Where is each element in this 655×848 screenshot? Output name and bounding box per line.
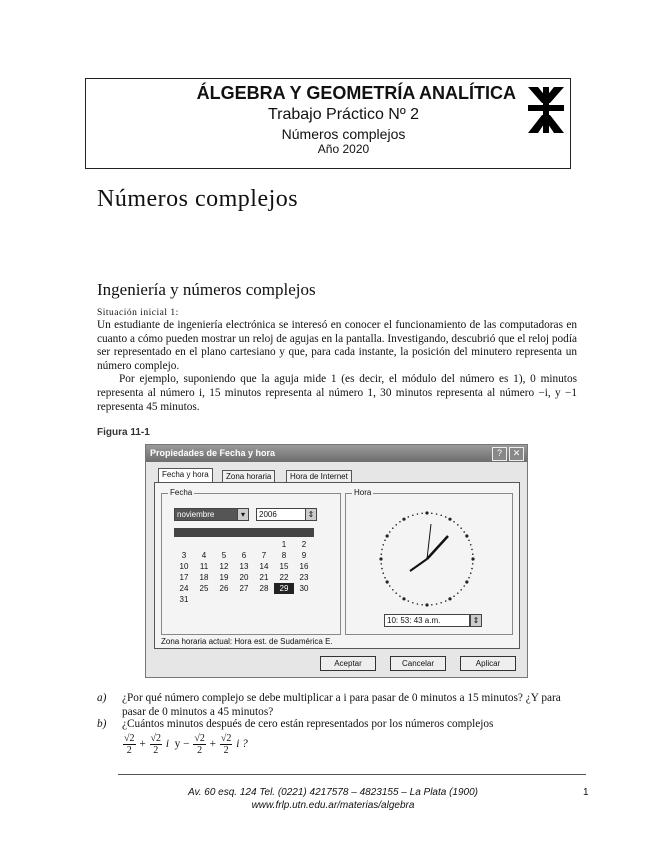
clock-tick <box>431 512 433 514</box>
calendar-day[interactable]: 9 <box>301 551 307 560</box>
clock-tick <box>440 602 442 604</box>
year-input[interactable]: 2006 <box>256 508 306 521</box>
date-group-label: Fecha <box>170 488 193 497</box>
calendar-day <box>214 594 234 605</box>
calendar-week-row <box>174 594 314 605</box>
clock-tick <box>470 572 472 574</box>
tab-internet-time[interactable]: Hora de Internet <box>286 470 352 483</box>
clock-tick <box>380 553 382 555</box>
calendar-day[interactable]: 23 <box>299 573 309 582</box>
clock-tick <box>379 557 382 560</box>
calendar-grid <box>174 528 314 605</box>
intro-text <box>97 319 577 414</box>
calendar-day[interactable]: 21 <box>259 573 269 582</box>
fraction: $\frac{√2}{2}$ <box>194 733 205 756</box>
footer-divider <box>118 774 586 775</box>
clock-tick <box>382 544 384 546</box>
clock-tick <box>412 514 414 516</box>
calendar-day <box>254 594 274 605</box>
clock-tick <box>457 524 459 526</box>
tab-timezone[interactable]: Zona horaria <box>222 470 275 483</box>
calendar-day[interactable]: 17 <box>179 573 189 582</box>
clock-tick <box>472 563 474 565</box>
clock-tick <box>425 511 428 514</box>
clock-tick <box>425 603 428 606</box>
hour-hand <box>427 536 448 559</box>
clock-tick <box>460 527 462 529</box>
clock-tick <box>457 592 459 594</box>
calendar-day <box>254 539 274 550</box>
calendar-day[interactable]: 11 <box>199 562 209 571</box>
clock-tick <box>417 603 419 605</box>
calendar-week-row <box>174 583 314 594</box>
minute-hand <box>410 559 427 571</box>
clock-tick <box>448 597 451 600</box>
clock-tick <box>395 524 397 526</box>
clock-tick <box>386 580 389 583</box>
calendar-day[interactable]: 6 <box>241 551 247 560</box>
clock-tick <box>448 518 451 521</box>
accept-button[interactable]: Aceptar <box>320 656 376 671</box>
clock-tick <box>445 600 447 602</box>
clock-tick <box>402 597 405 600</box>
close-button[interactable]: ✕ <box>509 447 524 461</box>
calendar-week-row <box>174 561 314 572</box>
clock-tick <box>453 595 455 597</box>
course-title: ÁLGEBRA Y GEOMETRÍA ANALÍTICA <box>196 83 516 103</box>
calendar-day[interactable]: 2 <box>301 540 307 549</box>
analog-clock-icon <box>368 506 486 612</box>
calendar-day[interactable]: 8 <box>281 551 287 560</box>
fraction: $\frac{√2}{2}$ <box>124 733 135 756</box>
paragraph-1: Un estudiante de ingeniería electrónica se interesó en conocer el funcionamiento de las computadoras en cuanto a cómo pueden mostrar un reloj de agujas en la pantalla. Investigando, descubrió que el reloj podía ser representado en el plano cartesiano y que, para cada instante, la posición del minutero representa un número complejo. <box>97 319 577 372</box>
situation-label: Situación inicial 1: <box>97 308 179 318</box>
month-select[interactable]: noviembre <box>174 508 238 521</box>
clock-tick <box>471 568 473 570</box>
clock-tick <box>417 513 419 515</box>
help-button[interactable]: ? <box>492 447 507 461</box>
calendar-day[interactable]: 13 <box>239 562 249 571</box>
calendar-day[interactable]: 26 <box>219 584 229 593</box>
clock-tick <box>389 585 391 587</box>
calendar-day[interactable]: 20 <box>239 573 249 582</box>
chapter-title: Números complejos <box>97 186 299 212</box>
question-b-formula: $\frac{√2}{2}$ + $\frac{√2}{2}$ i y − $\frac{√2}{2}$ + $\frac{√2}{2}$ i ? <box>124 733 248 756</box>
time-spinner-icon[interactable]: ⇕ <box>470 614 482 627</box>
calendar-week-row <box>174 572 314 583</box>
calendar-day <box>214 539 234 550</box>
calendar-day[interactable]: 22 <box>279 573 289 582</box>
calendar-day[interactable]: 31 <box>179 595 189 604</box>
fraction: $\frac{√2}{2}$ <box>150 733 162 756</box>
clock-tick <box>384 539 386 541</box>
clock-tick <box>421 604 423 606</box>
clock-tick <box>384 577 386 579</box>
calendar-day <box>234 539 254 550</box>
clock-tick <box>460 589 462 591</box>
date-time-dialog <box>145 444 528 678</box>
clock-tick <box>471 549 473 551</box>
clock-tick <box>465 534 468 537</box>
clock-tick <box>399 595 401 597</box>
clock-tick <box>471 557 474 560</box>
clock-tick <box>392 589 394 591</box>
calendar-day <box>174 539 194 550</box>
clock-tick <box>470 544 472 546</box>
calendar-day[interactable]: 25 <box>199 584 209 593</box>
clock-tick <box>440 514 442 516</box>
clock-tick <box>412 602 414 604</box>
calendar-day[interactable]: 15 <box>279 562 289 571</box>
clock-tick <box>465 580 468 583</box>
time-input[interactable]: 10: 53: 43 a.m. <box>384 614 470 627</box>
dialog-title: Propiedades de Fecha y hora <box>150 448 276 458</box>
time-group-label: Hora <box>354 488 372 497</box>
year-label: Año 2020 <box>317 142 370 156</box>
utn-logo-icon <box>526 85 566 135</box>
calendar-week-row <box>174 539 314 550</box>
calendar-day[interactable]: 29 <box>274 583 294 594</box>
cancel-button[interactable]: Cancelar <box>390 656 446 671</box>
clock-tick <box>472 553 474 555</box>
paragraph-2: Por ejemplo, suponiendo que la aguja mide 1 (es decir, el módulo del número es 1), 0 minutos representa al número i, 15 minutos representa al número 1, 30 minutos representa al número −i, y −1 representa 45 minutos. <box>97 373 577 413</box>
year-spinner-icon[interactable]: ⇕ <box>305 508 317 521</box>
question-b-text: ¿Cuántos minutos después de cero están representados por los números complejos <box>122 718 494 730</box>
clock-tick <box>463 585 465 587</box>
tab-date-time[interactable]: Fecha y hora <box>158 468 213 483</box>
fraction: $\frac{√2}{2}$ <box>220 733 232 756</box>
header-box <box>85 78 571 169</box>
calendar-day[interactable]: 7 <box>261 551 267 560</box>
figure-label: Figura 11-1 <box>97 427 150 438</box>
date-group <box>161 488 341 635</box>
clock-tick <box>395 592 397 594</box>
clock-tick <box>468 539 470 541</box>
question-a-label: a) <box>97 692 107 704</box>
clock-tick <box>445 516 447 518</box>
calendar-day[interactable]: 1 <box>281 540 287 549</box>
topic-title: Números complejos <box>281 126 406 142</box>
calendar-day[interactable]: 18 <box>199 573 209 582</box>
page-number: 1 <box>583 787 589 798</box>
clock-tick <box>392 527 394 529</box>
clock-tick <box>382 572 384 574</box>
calendar-day[interactable]: 5 <box>221 551 227 560</box>
clock-tick <box>389 531 391 533</box>
footer-address: Av. 60 esq. 124 Tel. (0221) 4217578 – 4823155 – La Plata (1900) <box>187 787 479 798</box>
calendar-day <box>194 594 214 605</box>
clock-tick <box>431 604 433 606</box>
assignment-title: Trabajo Práctico Nº 2 <box>267 106 420 123</box>
clock-tick <box>381 568 383 570</box>
calendar-week-row <box>174 550 314 561</box>
clock-tick <box>407 600 409 602</box>
clock-tick <box>380 563 382 565</box>
time-group <box>345 488 513 635</box>
clock-tick <box>453 521 455 523</box>
apply-button[interactable]: Aplicar <box>460 656 516 671</box>
timezone-text: Zona horaria actual: Hora est. de Sudamérica E. <box>161 637 333 646</box>
clock-tick <box>421 512 423 514</box>
calendar-weekday-header <box>174 528 314 537</box>
calendar-day[interactable]: 14 <box>259 562 269 571</box>
dialog-titlebar <box>146 445 527 462</box>
calendar-day[interactable]: 24 <box>179 584 189 593</box>
clock-tick <box>463 531 465 533</box>
question-a-text: ¿Por qué número complejo se debe multiplicar a i para pasar de 0 minutos a 15 minutos? ¿Y para pasar de 0 minutos a 45 minutos? <box>122 692 561 718</box>
clock-tick <box>399 521 401 523</box>
calendar-day <box>234 594 254 605</box>
clock-tick <box>436 603 438 605</box>
calendar-day[interactable]: 27 <box>239 584 249 593</box>
clock-tick <box>381 549 383 551</box>
calendar-day <box>274 594 294 605</box>
clock-tick <box>468 577 470 579</box>
calendar-day[interactable]: 30 <box>299 584 309 593</box>
calendar-day[interactable]: 3 <box>181 551 187 560</box>
clock-tick <box>436 513 438 515</box>
dialog-panel <box>154 482 520 649</box>
calendar-day[interactable]: 4 <box>201 551 207 560</box>
calendar-day[interactable]: 19 <box>219 573 229 582</box>
calendar-day[interactable]: 28 <box>259 584 269 593</box>
footer-url[interactable]: www.frlp.utn.edu.ar/materias/algebra <box>251 800 415 811</box>
calendar-day[interactable]: 12 <box>219 562 229 571</box>
calendar-day[interactable]: 16 <box>299 562 309 571</box>
month-dropdown-icon[interactable]: ▾ <box>237 508 249 521</box>
question-b-label: b) <box>97 718 107 730</box>
clock-tick <box>386 534 389 537</box>
section-title: Ingeniería y números complejos <box>97 280 316 299</box>
calendar-day <box>194 539 214 550</box>
clock-tick <box>402 518 405 521</box>
calendar-day[interactable]: 10 <box>179 562 189 571</box>
clock-tick <box>407 516 409 518</box>
calendar-day <box>294 594 314 605</box>
